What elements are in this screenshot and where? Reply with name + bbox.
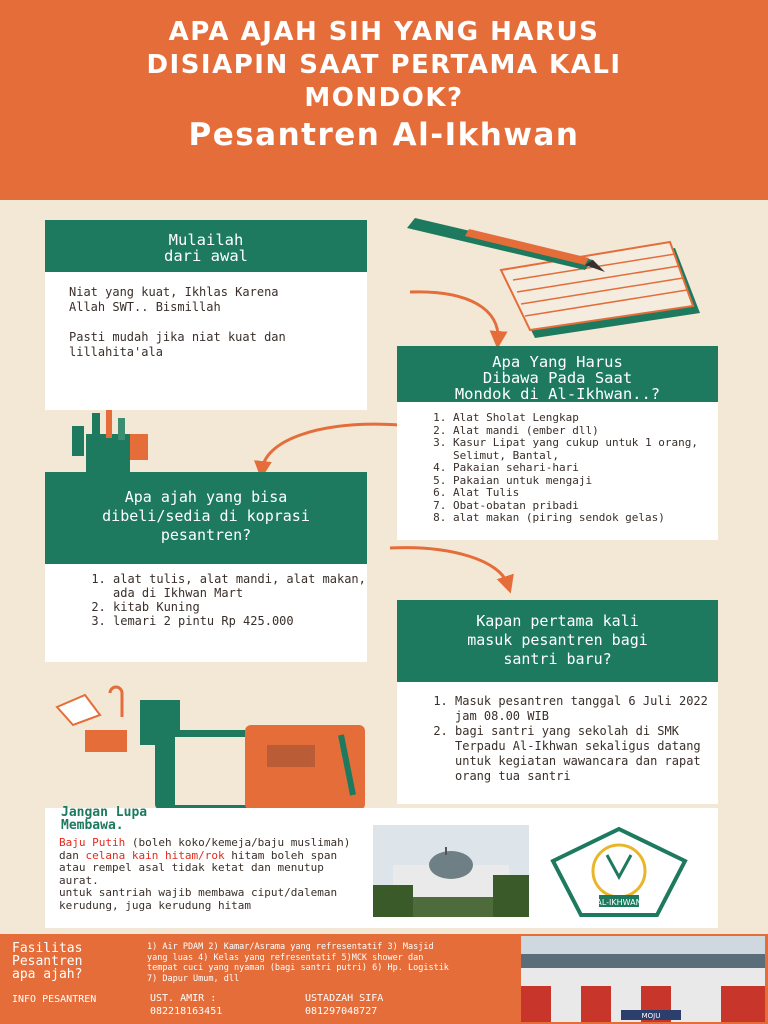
list-item: 3. lemari 2 pintu Rp 425.000	[113, 614, 375, 628]
card-cooperative-items	[93, 572, 375, 628]
card-first-day	[397, 600, 718, 804]
card-start	[45, 220, 367, 410]
contact-sifa: USTADZAH SIFA 081297048727	[305, 993, 384, 1017]
card-cooperative-title: Apa ajah yang bisa dibeli/sedia di koprasi pesantren?	[45, 472, 367, 564]
card-start-body: Niat yang kuat, Ikhlas Karena Allah SWT.. Bismillah Pasti mudah jika niat kuat dan lillahita'ala	[69, 285, 286, 359]
list-item: 1. Masuk pesantren tanggal 6 Juli 2022 jam 08.00 WIB	[455, 694, 723, 724]
building-sign-text: MOJU	[641, 1012, 661, 1020]
list-item: 6. Alat Tulis	[453, 487, 723, 500]
contact-amir: UST. AMIR : 082218163451	[150, 993, 223, 1017]
page-subtitle: Pesantren Al-Ikhwan	[188, 117, 580, 153]
list-item: 1. alat tulis, alat mandi, alat makan, ada di Ikhwan Mart	[113, 572, 375, 600]
list-item: 1. Alat Sholat Lengkap	[453, 412, 723, 425]
card-cooperative	[45, 472, 367, 662]
facilities-description: 1) Air PDAM 2) Kamar/Asrama yang refresentatif 3) Masjid yang luas 4) Kelas yang refresentatif 5)MCK shower dan tempat cuci yang nyaman (bagi santri putri) 6) Hp. Logistik 7) Dapur Umum, dll	[147, 942, 449, 984]
card-first-day-title: Kapan pertama kali masuk pesantren bagi santri baru?	[397, 600, 718, 682]
card-bring-list-items	[433, 412, 723, 525]
card-start-title: Mulailah dari awal	[45, 220, 367, 272]
list-item: 5. Pakaian untuk mengaji	[453, 475, 723, 488]
info-label: INFO PESANTREN	[12, 994, 97, 1005]
list-item: 8. alat makan (piring sendok gelas)	[453, 512, 723, 525]
reminder-text: Baju Putih (boleh koko/kemeja/baju muslimah) dan celana kain hitam/rok hitam boleh span atau rempel asal tidak ketat dan menutup aurat. untuk santriah wajib membawa ciput/daleman kerudung, juga kerudung hitam	[59, 836, 351, 912]
notebook-pen-illustration	[405, 218, 705, 348]
reminder-title: Jangan Lupa Membawa.	[61, 805, 148, 833]
list-item: 7. Obat-obatan pribadi	[453, 500, 723, 513]
al-ikhwan-logo	[549, 825, 689, 920]
list-item: 2. Alat mandi (ember dll)	[453, 425, 723, 438]
list-item: 4. Pakaian sehari-hari	[453, 462, 723, 475]
card-bring-list	[397, 346, 718, 540]
logo-text: AL-IKHWAN	[596, 898, 642, 907]
books-clips-illustration	[55, 685, 385, 810]
list-item: 2. bagi santri yang sekolah di SMK Terpadu Al-Ikhwan sekaligus datang untuk kegiatan wawancara dan rapat orang tua santri	[455, 724, 723, 784]
building-photo	[521, 936, 765, 1022]
list-item: 3. Kasur Lipat yang cukup untuk 1 orang, Selimut, Bantal,	[453, 437, 723, 462]
card-bring-list-title: Apa Yang Harus Dibawa Pada Saat Mondok di Al-Ikhwan..?	[397, 346, 718, 402]
page-title: APA AJAH SIH YANG HARUS DISIAPIN SAAT PERTAMA KALI MONDOK?	[146, 17, 622, 113]
mosque-photo	[373, 825, 529, 917]
pencil-cup-icon	[70, 410, 160, 475]
list-item: 2. kitab Kuning	[113, 600, 375, 614]
card-first-day-items	[435, 694, 723, 784]
facilities-title: Fasilitas Pesantren apa ajah?	[12, 941, 83, 982]
reminder-panel	[45, 805, 718, 928]
